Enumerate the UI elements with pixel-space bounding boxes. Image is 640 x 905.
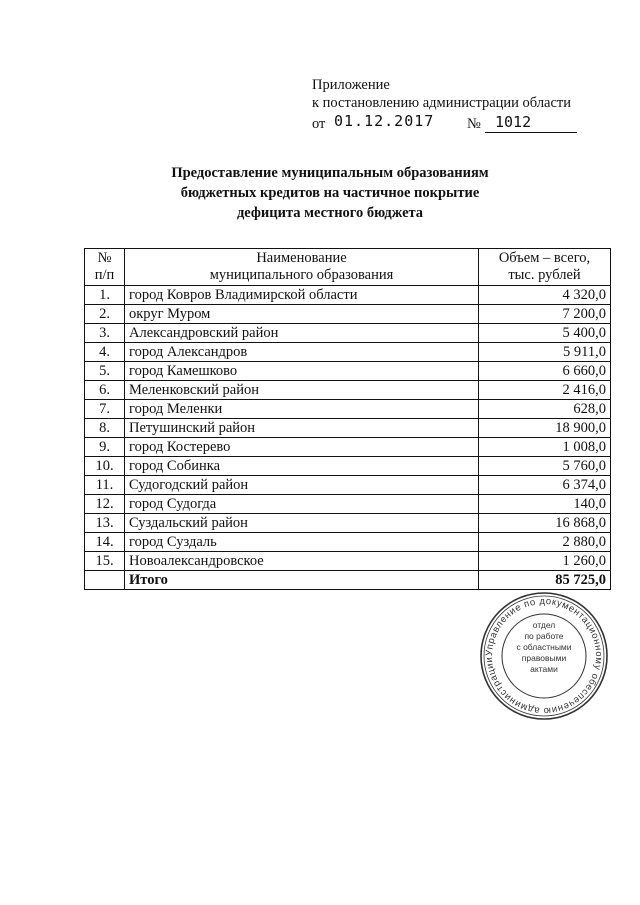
row-name-cell: Суздальский район	[125, 514, 479, 533]
row-amount-cell: 2 416,0	[479, 381, 611, 400]
number-label: №	[467, 116, 481, 132]
row-name-cell: Меленковский район	[125, 381, 479, 400]
table-row	[85, 438, 611, 457]
row-name-cell: город Костерево	[125, 438, 479, 457]
row-name-cell: город Суздаль	[125, 533, 479, 552]
official-stamp	[478, 590, 610, 722]
row-amount-cell: 5 911,0	[479, 343, 611, 362]
from-label: от	[312, 116, 326, 132]
document-title	[140, 163, 520, 223]
row-amount-cell: 85 725,0	[479, 571, 611, 590]
row-number-cell: 2.	[85, 305, 125, 324]
row-amount-cell: 6 374,0	[479, 476, 611, 495]
header-number	[85, 249, 125, 286]
title-line-2: бюджетных кредитов на частичное покрытие	[180, 185, 480, 201]
row-name-cell: Итого	[125, 571, 479, 590]
header-amount-line2: тыс. рублей	[508, 267, 581, 283]
row-amount-cell: 18 900,0	[479, 419, 611, 438]
header-name-line1: Наименование	[256, 250, 347, 266]
row-name-cell: Судогодский район	[125, 476, 479, 495]
row-number-cell: 9.	[85, 438, 125, 457]
header-name-line2: муниципального образования	[209, 267, 394, 283]
row-name-cell: Александровский район	[125, 324, 479, 343]
table-total-row	[85, 571, 611, 590]
row-amount-cell: 140,0	[479, 495, 611, 514]
row-amount-cell: 7 200,0	[479, 305, 611, 324]
stamp-line-2: по работе	[524, 631, 564, 641]
table-row	[85, 476, 611, 495]
row-number-cell: 10.	[85, 457, 125, 476]
table-row	[85, 552, 611, 571]
row-amount-cell: 4 320,0	[479, 286, 611, 305]
stamp-line-3: с областными	[516, 642, 572, 652]
stamp-ring-text: Управление по документационному обеспечению администрации	[483, 595, 605, 717]
table-row	[85, 533, 611, 552]
appendix-block	[312, 76, 571, 132]
table-row	[85, 495, 611, 514]
table-row	[85, 343, 611, 362]
table-row	[85, 514, 611, 533]
stamp-line-1: отдел	[532, 620, 556, 630]
row-number-cell: 13.	[85, 514, 125, 533]
stamp-line-4: правовыми	[521, 653, 567, 663]
table-header-row	[85, 249, 611, 286]
row-number-cell	[85, 571, 125, 590]
row-name-cell: город Судогда	[125, 495, 479, 514]
row-amount-cell: 1 008,0	[479, 438, 611, 457]
table-row	[85, 419, 611, 438]
row-amount-cell: 5 760,0	[479, 457, 611, 476]
row-number-cell: 6.	[85, 381, 125, 400]
row-number-cell: 15.	[85, 552, 125, 571]
row-name-cell: Петушинский район	[125, 419, 479, 438]
row-amount-cell: 16 868,0	[479, 514, 611, 533]
row-number-cell: 11.	[85, 476, 125, 495]
stamp-center-text	[512, 620, 576, 675]
row-amount-cell: 628,0	[479, 400, 611, 419]
appendix-signature-row	[312, 112, 571, 132]
title-line-3: дефицита местного бюджета	[236, 205, 424, 221]
row-amount-cell: 2 880,0	[479, 533, 611, 552]
appendix-subtitle: к постановлению администрации области	[312, 95, 572, 111]
row-name-cell: Новоалександровское	[125, 552, 479, 571]
row-number-cell: 4.	[85, 343, 125, 362]
table-body	[85, 286, 611, 590]
decree-date: 01.12.2017	[334, 112, 435, 130]
table-row	[85, 305, 611, 324]
row-name-cell: город Меленки	[125, 400, 479, 419]
header-name	[125, 249, 479, 286]
row-name-cell: город Ковров Владимирской области	[125, 286, 479, 305]
table-row	[85, 286, 611, 305]
row-number-cell: 12.	[85, 495, 125, 514]
row-amount-cell: 1 260,0	[479, 552, 611, 571]
appendix-title: Приложение	[312, 77, 390, 93]
decree-number: 1012	[485, 112, 577, 133]
table-row	[85, 362, 611, 381]
header-number-line2: п/п	[94, 267, 115, 283]
row-number-cell: 14.	[85, 533, 125, 552]
row-number-cell: 1.	[85, 286, 125, 305]
stamp-line-5: актами	[530, 664, 558, 674]
row-number-cell: 8.	[85, 419, 125, 438]
header-amount-line1: Объем – всего,	[498, 250, 591, 266]
row-number-cell: 3.	[85, 324, 125, 343]
row-name-cell: город Собинка	[125, 457, 479, 476]
table-row	[85, 324, 611, 343]
credits-table	[84, 248, 611, 590]
row-name-cell: округ Муром	[125, 305, 479, 324]
table-row	[85, 457, 611, 476]
row-name-cell: город Камешково	[125, 362, 479, 381]
row-amount-cell: 6 660,0	[479, 362, 611, 381]
header-amount	[479, 249, 611, 286]
table-row	[85, 381, 611, 400]
row-number-cell: 5.	[85, 362, 125, 381]
header-number-line1: №	[97, 250, 112, 266]
row-amount-cell: 5 400,0	[479, 324, 611, 343]
title-line-1: Предоставление муниципальным образованиям	[171, 165, 489, 181]
row-number-cell: 7.	[85, 400, 125, 419]
table-row	[85, 400, 611, 419]
row-name-cell: город Александров	[125, 343, 479, 362]
